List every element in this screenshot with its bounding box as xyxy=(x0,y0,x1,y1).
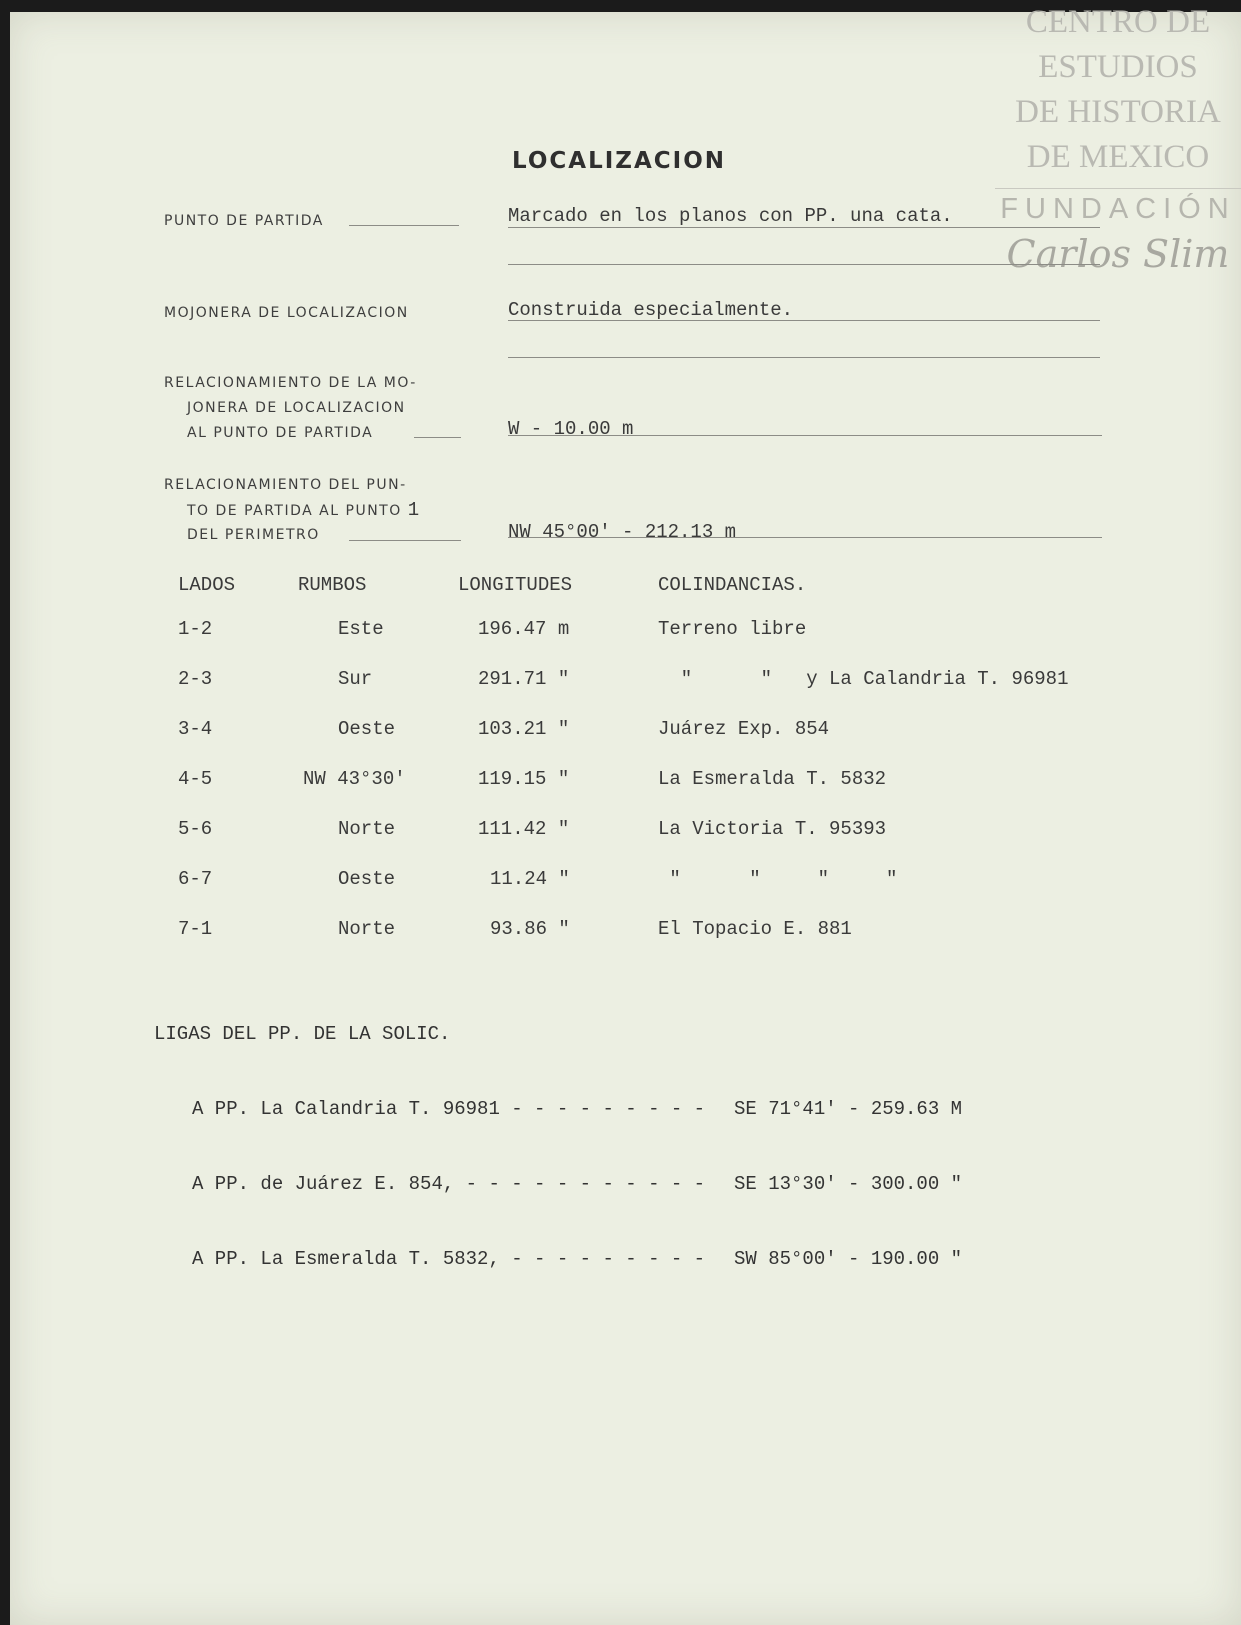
liga-row xyxy=(154,1172,962,1197)
cell-lado: 5-6 xyxy=(178,818,213,840)
column-header: LONGITUDES xyxy=(458,574,573,596)
watermark-divider xyxy=(995,188,1241,189)
value-underline xyxy=(508,537,1102,538)
column-header: COLINDANCIAS. xyxy=(658,574,807,596)
page-title: LOCALIZACION xyxy=(512,148,726,174)
table-row xyxy=(178,704,1138,754)
punto-partida-label: PUNTO DE PARTIDA xyxy=(164,213,324,229)
mojonera-label: MOJONERA DE LOCALIZACION xyxy=(164,305,409,321)
cell-colindancia: El Topacio E. 881 xyxy=(658,918,852,940)
cell-colindancia: " " y La Calandria T. 96981 xyxy=(658,668,1069,690)
liga-destination: A PP. La Calandria T. 96981 - - - - - - - - - xyxy=(192,1098,706,1120)
liga-row xyxy=(154,1247,962,1272)
cell-longitud: 291.71 " xyxy=(478,668,570,690)
liga-value: SE 13°30' - 300.00 " xyxy=(734,1173,963,1195)
cell-lado: 6-7 xyxy=(178,868,213,890)
ligas-title: LIGAS DEL PP. DE LA SOLIC. xyxy=(154,1023,451,1045)
value-underline xyxy=(508,227,1100,228)
mojonera-value: Construida especialmente. xyxy=(508,299,794,321)
cell-rumbo: Sur xyxy=(338,668,373,690)
cell-lado: 4-5 xyxy=(178,768,213,790)
table-row xyxy=(178,904,1138,954)
cell-lado: 1-2 xyxy=(178,618,213,640)
cell-longitud: 93.86 " xyxy=(490,918,570,940)
table-row xyxy=(178,804,1138,854)
cell-colindancia: " " " " xyxy=(658,868,898,890)
cell-longitud: 196.47 m xyxy=(478,618,570,640)
liga-destination: A PP. de Juárez E. 854, - - - - - - - - - - - xyxy=(192,1173,706,1195)
watermark-line: DE HISTORIA xyxy=(1015,94,1221,130)
watermark-line: DE MEXICO xyxy=(1026,139,1210,175)
cell-longitud: 103.21 " xyxy=(478,718,570,740)
label-underline xyxy=(414,437,461,438)
value-underline xyxy=(508,357,1100,358)
column-header: LADOS xyxy=(178,574,236,596)
table-row xyxy=(178,604,1138,654)
cell-colindancia: Juárez Exp. 854 xyxy=(658,718,830,740)
cell-colindancia: La Esmeralda T. 5832 xyxy=(658,768,887,790)
column-header: RUMBOS xyxy=(298,574,367,596)
cell-rumbo: NW 43°30' xyxy=(303,768,406,790)
watermark-line: CENTRO DE xyxy=(1025,4,1211,40)
rel-punto-number: 1 xyxy=(407,499,420,521)
rel-mojonera-label-1: RELACIONAMIENTO DE LA MO- xyxy=(164,375,417,391)
punto-partida-value: Marcado en los planos con PP. una cata. xyxy=(508,205,953,227)
perimeter-table xyxy=(178,566,1138,954)
cell-longitud: 111.42 " xyxy=(478,818,570,840)
cell-lado: 3-4 xyxy=(178,718,213,740)
value-underline xyxy=(508,320,1100,321)
rel-punto-label-2-text: TO DE PARTIDA AL PUNTO xyxy=(187,503,402,519)
value-underline xyxy=(508,264,1100,265)
table-row xyxy=(178,854,1138,904)
watermark-signature: Carlos Slim xyxy=(1006,232,1230,276)
rel-punto-label-1: RELACIONAMIENTO DEL PUN- xyxy=(164,477,407,493)
label-underline xyxy=(349,225,459,226)
cell-rumbo: Norte xyxy=(338,918,396,940)
cell-rumbo: Norte xyxy=(338,818,396,840)
watermark-foundation: FUNDACIÓN xyxy=(1000,193,1236,225)
liga-destination: A PP. La Esmeralda T. 5832, - - - - - - - - - xyxy=(192,1248,706,1270)
liga-value: SW 85°00' - 190.00 " xyxy=(734,1248,963,1270)
rel-mojonera-value: W - 10.00 m xyxy=(508,418,634,440)
cell-longitud: 11.24 " xyxy=(490,868,570,890)
cell-longitud: 119.15 " xyxy=(478,768,570,790)
rel-mojonera-label-3: AL PUNTO DE PARTIDA xyxy=(187,425,374,441)
value-underline xyxy=(508,435,1102,436)
watermark-line: ESTUDIOS xyxy=(1038,49,1198,85)
ligas-section xyxy=(154,972,962,1297)
liga-value: SE 71°41' - 259.63 M xyxy=(734,1098,963,1120)
table-row xyxy=(178,754,1138,804)
cell-rumbo: Este xyxy=(338,618,384,640)
cell-colindancia: La Victoria T. 95393 xyxy=(658,818,887,840)
rel-punto-value: NW 45°00' - 212.13 m xyxy=(508,521,737,543)
label-underline xyxy=(349,540,461,541)
rel-mojonera-label-2: JONERA DE LOCALIZACION xyxy=(187,400,406,416)
cell-rumbo: Oeste xyxy=(338,868,396,890)
cell-lado: 2-3 xyxy=(178,668,213,690)
rel-punto-label-3: DEL PERIMETRO xyxy=(187,527,320,543)
cell-lado: 7-1 xyxy=(178,918,213,940)
table-header-row xyxy=(178,566,1138,604)
liga-row xyxy=(154,1097,962,1122)
rel-punto-label-2 xyxy=(187,498,419,524)
cell-rumbo: Oeste xyxy=(338,718,396,740)
cell-colindancia: Terreno libre xyxy=(658,618,807,640)
table-row xyxy=(178,654,1138,704)
